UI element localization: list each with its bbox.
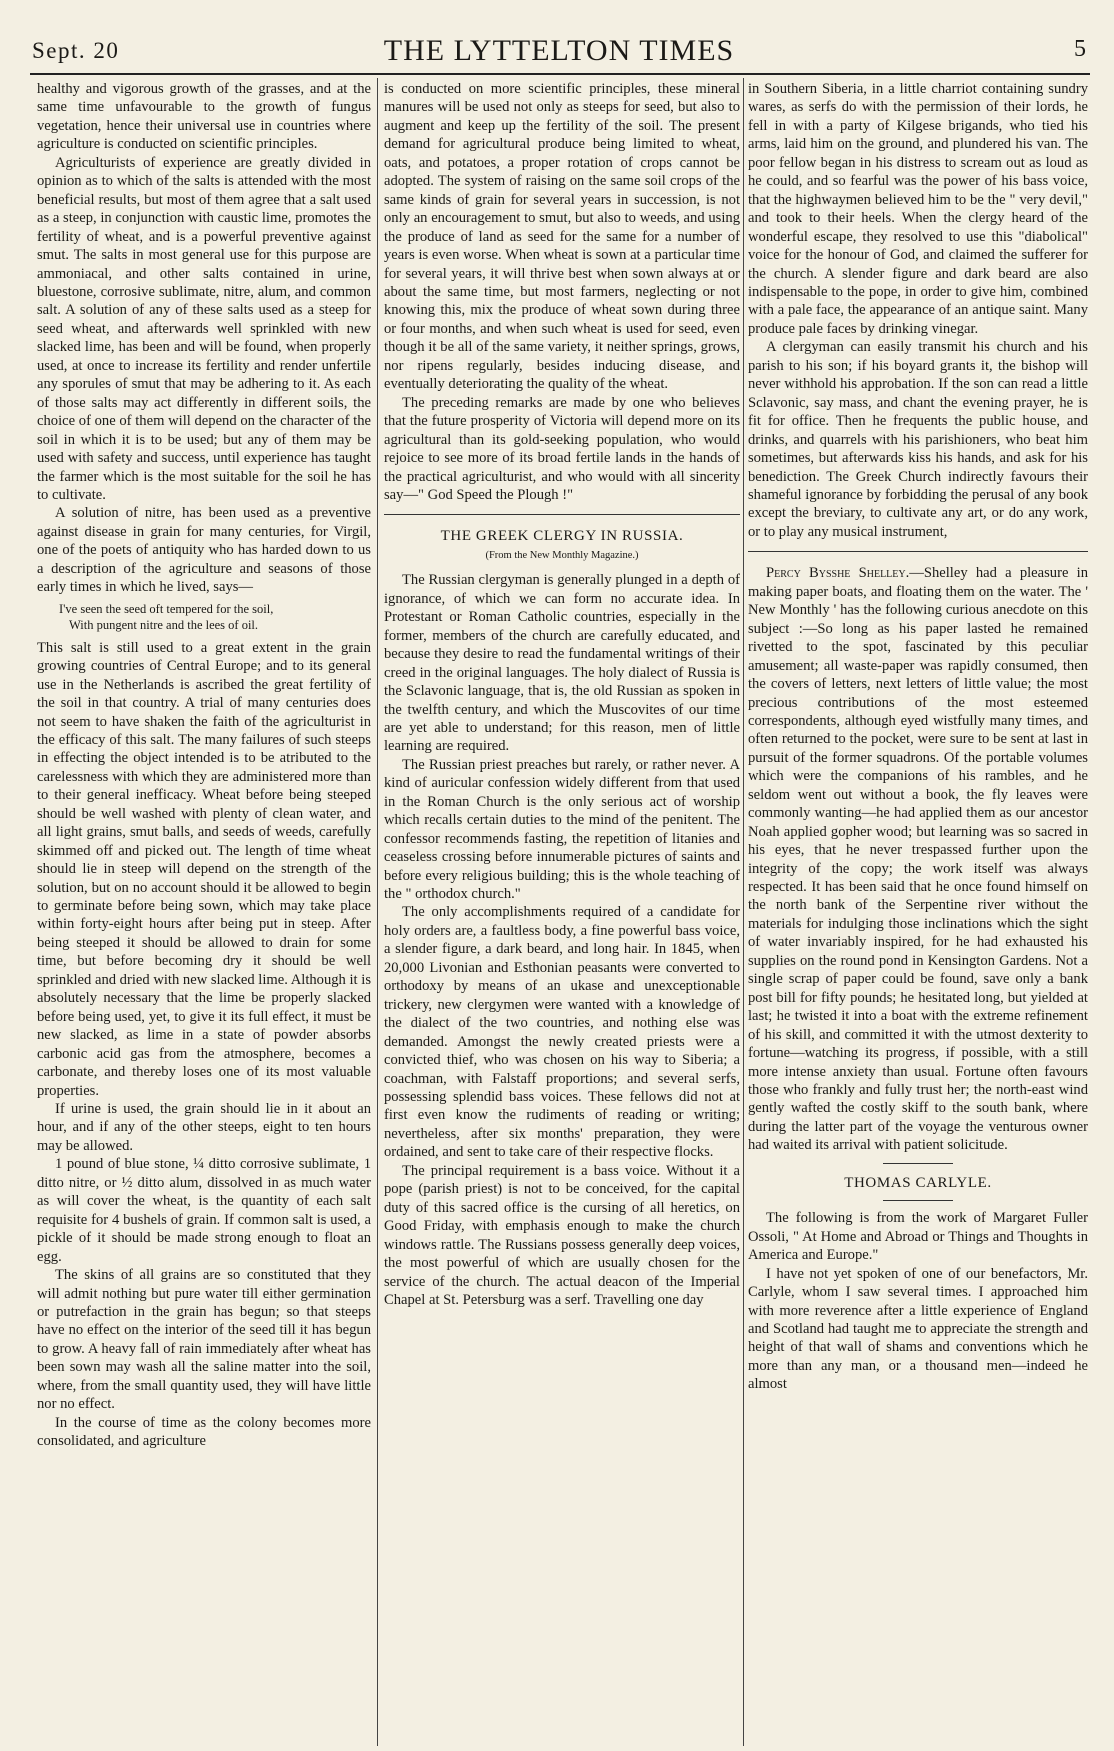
column-1	[37, 80, 371, 1745]
paragraph	[748, 564, 1088, 1155]
paragraph: In the course of time as the colony becomes more consolidated, and agriculture	[37, 1414, 371, 1450]
paragraph: I have not yet spoken of one of our benefactors, Mr. Carlyle, whom I saw several times. I approached him with more reverence after a little experience of England and Scotland had taught me to appreciate the strength and height of that wall of shams and conventions which he more than any man, or a thousand men—indeed he almost	[748, 1265, 1088, 1393]
paragraph: The skins of all grains are so constituted that they will admit nothing but pure water till either germination or putrefaction in the grain has begun; so that steeps have no effect on the interior of the seed till it has begun to grow. A heavy fall of rain immediately after wheat has been sown may wash all the saline matter into the soil, where, from the small quantity used, they will have little nor no effect.	[37, 1267, 371, 1413]
paragraph: A solution of nitre, has been used as a preventive against disease in grain for many centuries, for Virgil, one of the poets of antiquity who has harded down to us a description of the agriculture and seasons of those early times in which he lived, says—	[37, 505, 371, 596]
article-heading: THE GREEK CLERGY IN RUSSIA.	[440, 528, 684, 545]
paragraph: This salt is still used to a great extent in the grain growing countries of Central Europe; and to its general use in the Netherlands is ascribed the great fertility of the soil in that country. A trial of many centuries does not seem to have shaken the faith of the agriculturist in the efficacy of this salt. The many failures of such steeps in effecting the object intended is to be atributed to the carelessness with which they are administered more than to their general inefficacy. Wheat before being steeped should be well washed with plenty of clean water, and all light grains, smut balls, and seeds of weeds, carefully skimmed off and picked out. The length of time wheat should lie in steep will depend on the strength of the solution, but on no account should it be allowed to begin to germinate before being sown, which may take place within forty-eight hours after being put in steep. After being steeped it should be allowed to drain for some time, but before becoming dry it should be well sprinkled and dried with new slacked lime. Although it is absolutely necessary that the lime be properly slacked before being used, yet, to give it its full effect, it must be new slacked, as lime in a state of powder absorbs carbonic acid gas from the atmosphere, becomes a carbonate, and thereby loses one of its most valuable properties.	[37, 639, 371, 1099]
newspaper-title: THE LYTTELTON TIMES	[383, 34, 735, 67]
article-separator	[883, 1200, 953, 1201]
verse-line: I've seen the seed oft tempered for the soil,	[59, 601, 274, 616]
paragraph: The principal requirement is a bass voice. Without it a pope (parish priest) is not to be conceived, for the capital duty of this sacred office is the cursing of all heretics, on Good Friday, with emphasis enough to make the church windows rattle. The Russians possess generally deep voices, the most powerful of which are usually chosen for the service of the church. The actual deacon of the Imperial Chapel at St. Petersburg was a serf. Travelling one day	[384, 1162, 740, 1308]
column-divider-1	[377, 78, 378, 1746]
shelley-name: Percy Bysshe Shelley.	[766, 565, 910, 582]
paragraph: The only accomplishments required of a candidate for holy orders are, a faultless body, a fine powerful bass voice, a slender figure, a dark beard, and long hair. In 1845, when 20,000 Livonian and Esthonian peasants were converted to orthodoxy by means of an ukase and unexceptionable trickery, new clergymen were wanted with a knowledge of the dialect of the two countries, and nothing else was demanded. Amongst the newly created priests were a convicted thief, who was chosen on his way to Siberia; a coachman, with Falstaff proportions; and several serfs, possessing splendid bass voices. These fellows did not at first even know the rudiments of reading or writing; nevertheless, after six months' preparation, they were ordained, and sent to take care of their respective flocks.	[384, 904, 740, 1161]
header-rule	[30, 73, 1090, 75]
paragraph: in Southern Siberia, in a little charriot containing sundry wares, as serfs do with the permission of their lords, he fell in with a party of Kilgese brigands, who tied his arms, laid him on the ground, and plundered his van. The poor fellow began in his distress to scream out as loud as he could, and so fearful was the power of his bass voice, that the highwaymen believed him to be the " very devil," and took to their heels. When the clergy heard of the wonderful escape, they resolved to use this "diabolical" voice for the honour of God, and claimed the sufferer for the church. A slender figure and dark beard are also indispensable to the pope, in order to give him, combined with a pale face, the appearance of an antique saint. Many produce pale faces by drinking vinegar.	[748, 81, 1088, 337]
header-date: Sept. 20	[32, 38, 120, 63]
paragraph: healthy and vigorous growth of the grasses, and at the same time unfavourable to the growth of fungus vegetation, hence their universal use in countries where agriculture is conducted on scientific principles.	[37, 81, 371, 153]
column-3	[748, 80, 1088, 1745]
verse-line: With pungent nitre and the lees of oil.	[69, 617, 259, 632]
page-number: 5	[1074, 36, 1086, 62]
paragraph: The Russian priest preaches but rarely, or rather never. A kind of auricular confession widely different from that used in the Roman Church is the only serious act of worship which recalls certain duties to the mind of the penitent. The confessor recommends fasting, the repetition of litanies and ceaseless crossing before innumerable pictures of saints and before every religious building; this is the whole teaching of the " orthodox church."	[384, 756, 740, 903]
paragraph: is conducted on more scientific principles, these mineral manures will be used not only as steeps for seed, but also to augment and keep up the fertility of the soil. The present demand for agricultural produce being limited to wheat, oats, and potatoes, a proper rotation of crops cannot be adopted. The system of raising on the same soil crops of the same kinds of grain for several years in succession, is not only an encouragement to smut, but also to weeds, and using the produce of land as seed for the same for a number of years is even worse. When wheat is sown at a particular time for several years, it will thrive best when sown always at or about the same time, but most farmers, neglecting or not knowing this, mix the produce of wheat sown during three or four months, and when such wheat is used for seed, even though it be all of the same variety, it neither springs, grows, nor ripens regularly, besides inducing disease, and eventually deteriorating the quality of the wheat.	[384, 81, 740, 393]
article-heading: THOMAS CARLYLE.	[844, 1174, 992, 1191]
article-source: (From the New Monthly Magazine.)	[485, 549, 639, 561]
paragraph: The Russian clergyman is generally plunged in a depth of ignorance, of which we can form no accurate idea. In Protestant or Roman Catholic countries, especially in the former, members of the church are carefully educated, and because they desire to read the fundamental writings of their creed in the original languages. The holy dialect of Russia is the Sclavonic language, that is, the old Russian as spoken in the twelfth century, and which the Muscovites of our time are yet able to understand; for this reason, men of little learning are required.	[384, 572, 740, 755]
column-divider-2	[743, 78, 744, 1746]
page-header	[30, 34, 1088, 72]
paragraph: A clergyman can easily transmit his church and his parish to his son; if his boyard grants it, the bishop will never withhold his approbation. If the son can read a little Sclavonic, say mass, and chant the evening prayer, he is fit for office. Then he frequents the public house, and drinks, and quarrels with his parishioners, who beat him sometimes, but afterwards kiss his hands, and ask for his benediction. The Greek Church indirectly favours their shameful ignorance by forbidding the perusal of any book except the breviary, to cultivate any art, or do any work, or to play any musical instrument,	[748, 339, 1088, 540]
shelley-text: —Shelley had a pleasure in making paper boats, and floating them on the water. The ' New Monthly ' has the following curious anecdote on this subject :—So long as his paper lasted he remained rivetted to the spot, fascinated by this peculiar amusement; all waste-paper was rapidly consumed, then the covers of letters, next letters of little value; the most precious contributions of the most esteemed correspondents, although eyed wistfully many times, and often returned to the pocket, were sure to be sent at last in pursuit of the former squadrons. Of the portable volumes which were the companions of his rambles, and he seldom went out without a book, the fly leaves were commonly wanting—he had applied them as our ancestor Noah applied gopher wood; but learning was so sacred in his eyes, that he never trespassed further upon the integrity of the copy; the work itself was always respected. It has been said that he once found himself on the north bank of the Serpentine river without the materials for indulging those inclinations which the sight of water invariably inspired, for he had exhausted his supplies on the round pond in Kensington Gardens. Not a single scrap of paper could be found, save only a bank post bill for fifty pounds; he hesitated long, but yielded at last; he twisted it into a boat with the extreme refinement of his skill, and committed it with the utmost dexterity to fortune—watching its progress, if possible, with a still more intense anxiety than usual. Fortune often favours those who frankly and fully trust her; the north-east wind gently wafted the costly skiff to the south bank, where during the latter part of the voyage the venturous owner had waited its arrival with patient solicitude.	[748, 565, 1088, 1154]
paragraph: If urine is used, the grain should lie in it about an hour, and if any of the other steeps, eight to ten hours may be allowed.	[37, 1101, 371, 1154]
paragraph: 1 pound of blue stone, ¼ ditto corrosive sublimate, 1 ditto nitre, or ½ ditto alum, dissolved in as much water as will cover the wheat, is the quantity of each salt requisite for 4 bushels of grain. If common salt is used, a pickle of it should be made strong enough to float an egg.	[37, 1156, 371, 1265]
verse-quote	[59, 601, 371, 633]
article-separator	[748, 551, 1088, 552]
paragraph: The following is from the work of Margaret Fuller Ossoli, " At Home and Abroad or Things and Thoughts in America and Europe."	[748, 1210, 1088, 1264]
paragraph: Agriculturists of experience are greatly divided in opinion as to which of the salts is attended with the most beneficial results, but most of them agree that a salt used as a steep, in conjunction with caustic lime, promotes the fertility of wheat, and is a powerful preventive against smut. The salts in most general use for this purpose are ammoniacal, and other salts contained in urine, bluestone, corrosive sublimate, nitre, alum, and common salt. A solution of any of these salts used as a steep for seed wheat, and afterwards well sprinkled with new slacked lime, has been and will be found, when properly used, at once to increase its fertility and render unfertile any sporules of smut that may be adhering to it. As each of those salts may act differently in different soils, the choice of one of them will depend on the character of the soil in which it is to be used; but any of them may be used with safety and success, until experience has taught the farmer which is the most suitable for the soil he has to cultivate.	[37, 154, 371, 503]
article-separator	[384, 514, 740, 515]
article-separator	[883, 1163, 953, 1164]
column-2	[384, 80, 740, 1745]
paragraph: The preceding remarks are made by one who believes that the future prosperity of Victoria will depend more on its agricultural than its gold-seeking population, who would rejoice to see more of its broad fertile lands in the hands of the practical agriculturist, and who would with all sincerity say—" God Speed the Plough !"	[384, 394, 740, 503]
